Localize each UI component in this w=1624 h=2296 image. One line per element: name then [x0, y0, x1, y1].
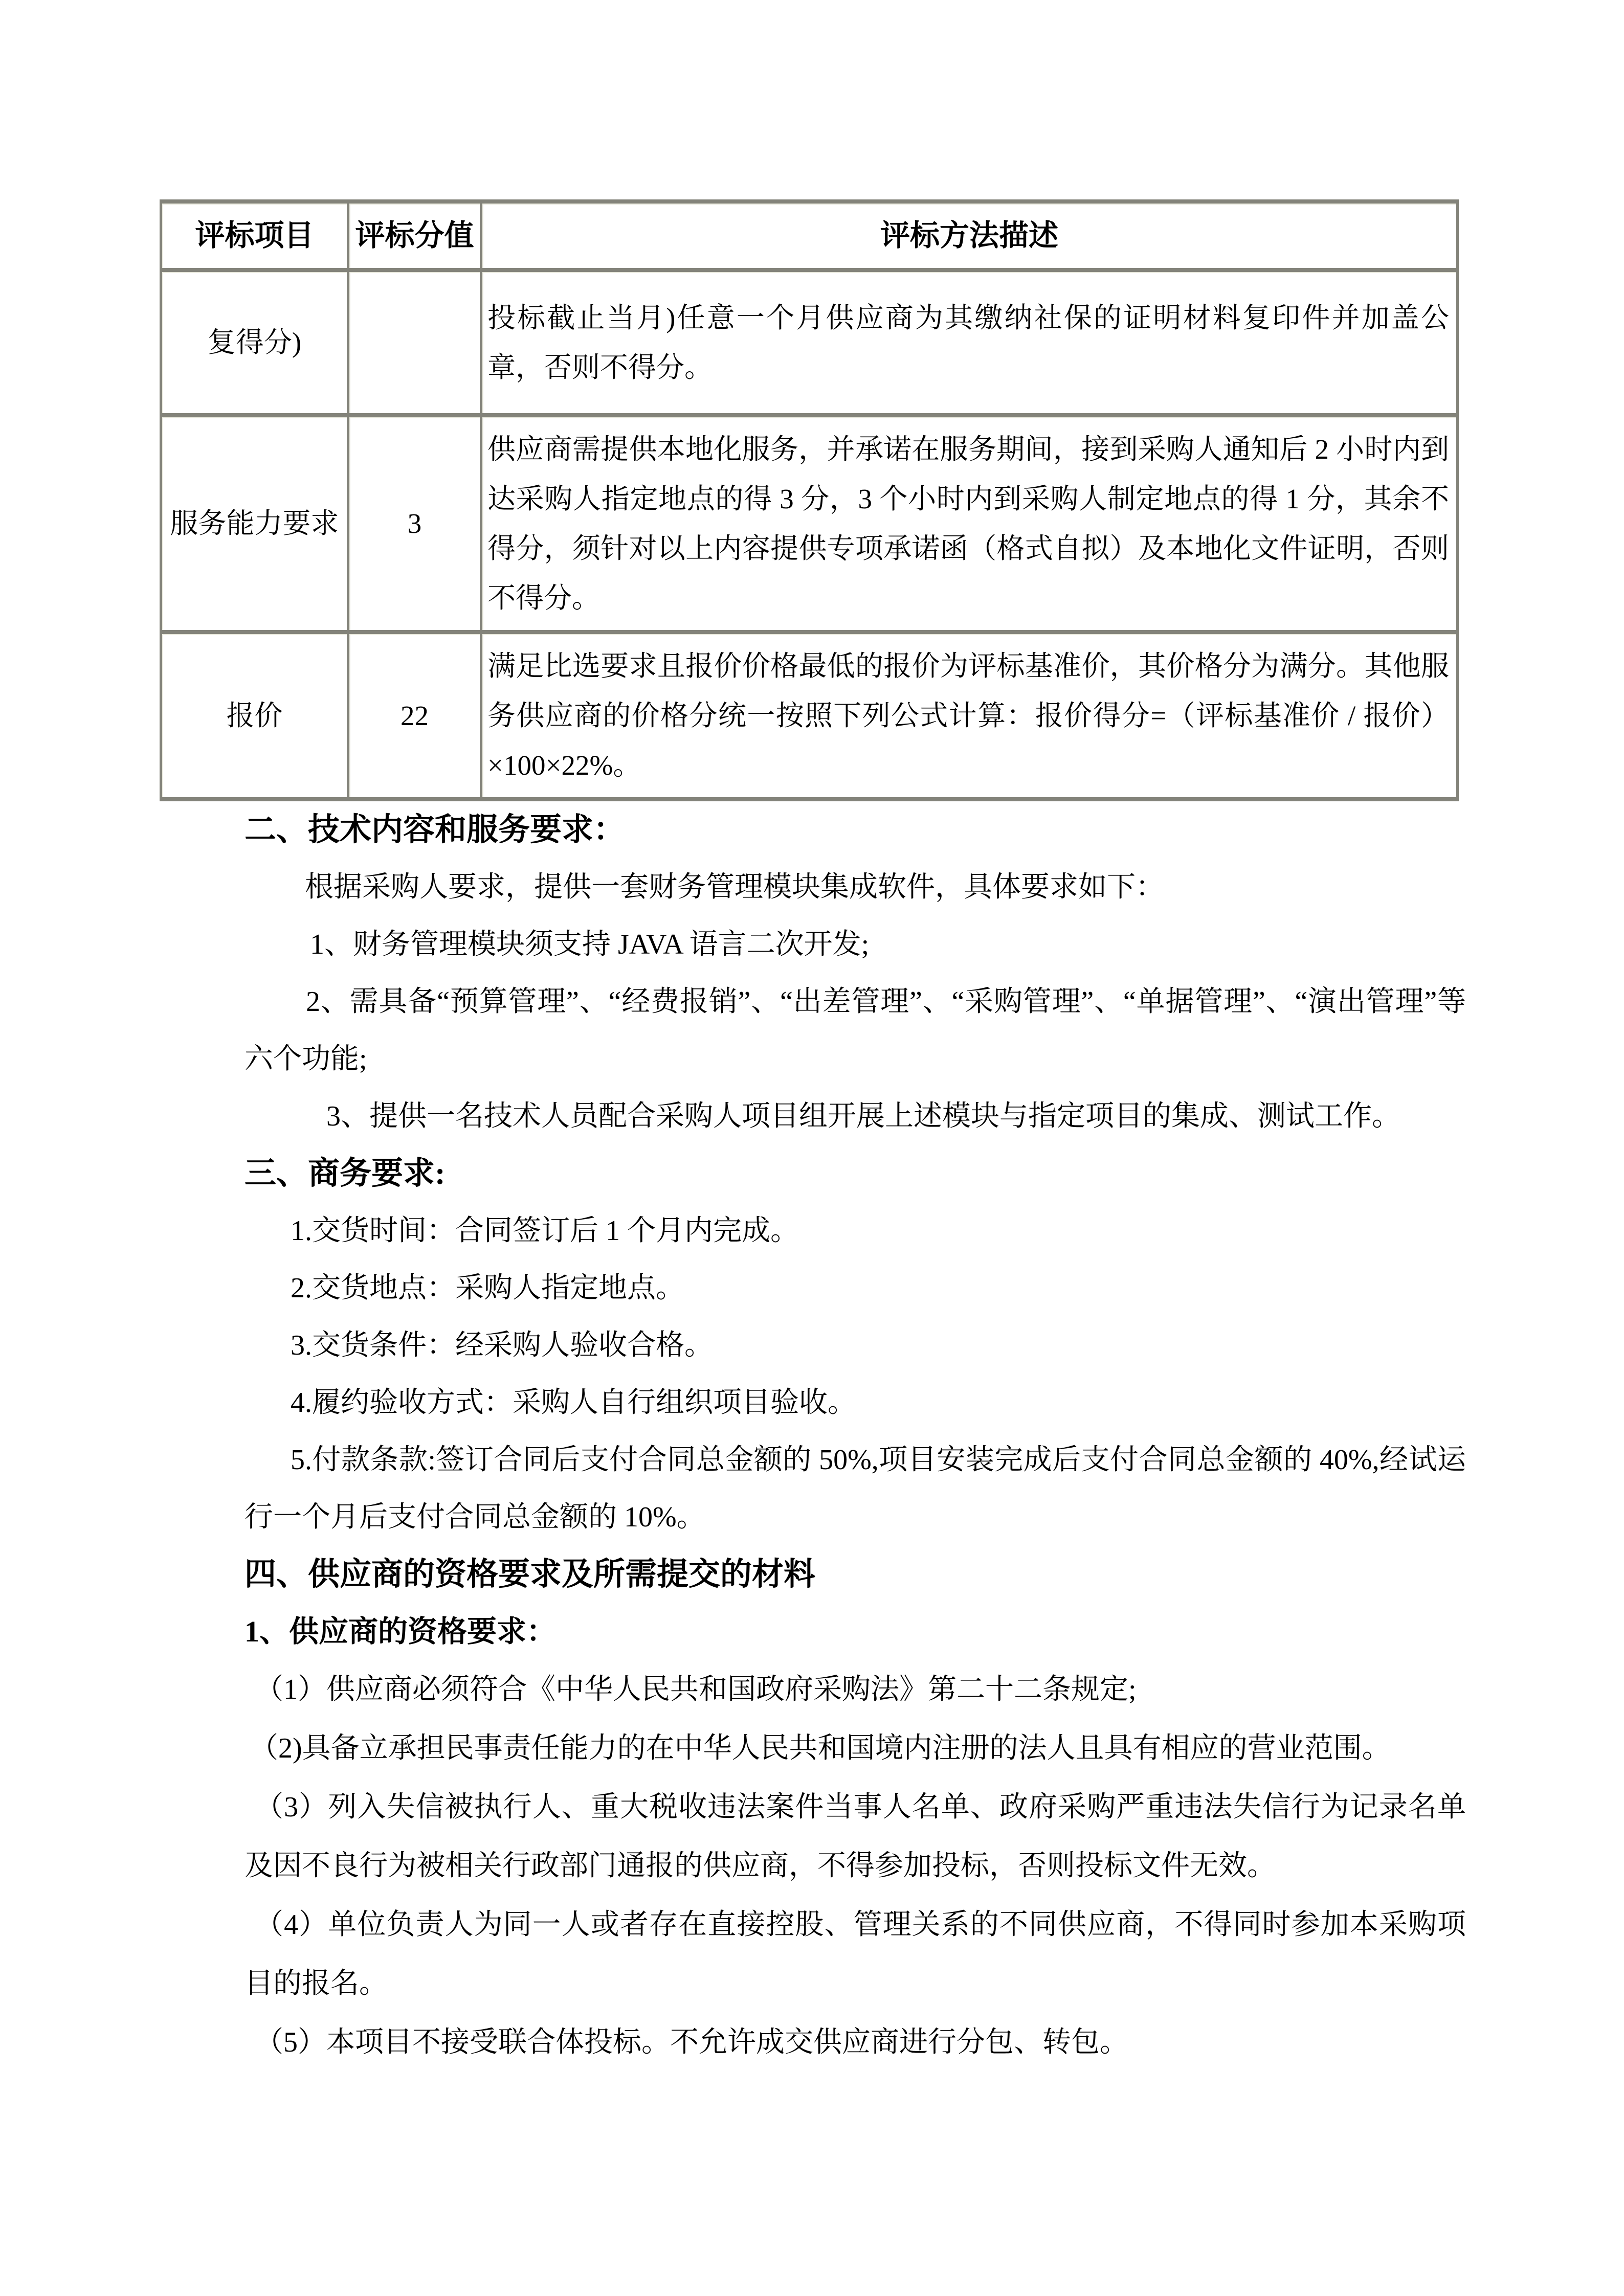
section-heading-commercial: 三、商务要求:: [244, 1156, 446, 1191]
table-row: [161, 632, 1458, 799]
para-delivery-place: 2.交货地点：采购人指定地点。: [291, 1272, 684, 1304]
document-body: [244, 801, 1466, 2072]
para-qualification-3: （3）列入失信被执行人、重大税收违法案件当事人名单、政府采购严重违法失信行为记录名单及因不良行为被相关行政部门通报的供应商，不得参加投标，否则投标文件无效。: [244, 1791, 1466, 1882]
para-acceptance-method: 4.履约验收方式：采购人自行组织项目验收。: [291, 1387, 856, 1419]
para-technical-item-2: 2、需具备“预算管理”、“经费报销”、“出差管理”、“采购管理”、“单据管理”、“演出管理”等六个功能;: [244, 986, 1466, 1075]
row2-score: 3: [348, 415, 481, 632]
para-technical-item-1: 1、财务管理模块须支持 JAVA 语言二次开发;: [310, 929, 870, 960]
row3-score: 22: [348, 632, 481, 799]
table-header-row: [161, 201, 1458, 270]
header-eval-method: 评标方法描述: [481, 201, 1458, 270]
header-eval-item: 评标项目: [161, 201, 348, 270]
row3-item: 报价: [161, 632, 348, 799]
para-qualification-4: （4）单位负责人为同一人或者存在直接控股、管理关系的不同供应商，不得同时参加本采购项目的报名。: [244, 1909, 1466, 1999]
para-qualification-1: （1）供应商必须符合《中华人民共和国政府采购法》第二十二条规定;: [255, 1674, 1137, 1705]
para-technical-item-3: 3、提供一名技术人员配合采购人项目组开展上述模块与指定项目的集成、测试工作。: [326, 1100, 1400, 1132]
para-delivery-time: 1.交货时间：合同签订后 1 个月内完成。: [291, 1215, 799, 1247]
para-qualification-5: （5）本项目不接受联合体投标。不允许成交供应商进行分包、转包。: [255, 2027, 1128, 2058]
row3-desc: 满足比选要求且报价价格最低的报价为评标基准价，其价格分为满分。其他服务供应商的价格分统一按照下列公式计算：报价得分=（评标基准价 / 报价）×100×22%。: [481, 632, 1458, 799]
subheading-supplier-qualification: 1、供应商的资格要求：: [244, 1615, 557, 1648]
row2-item: 服务能力要求: [161, 415, 348, 632]
para-qualification-2: （2)具备立承担民事责任能力的在中华人民共和国境内注册的法人且具有相应的营业范围。: [250, 1732, 1391, 1764]
evaluation-table-wrap: [0, 0, 1624, 801]
table-row: [161, 270, 1458, 415]
section-heading-qualification: 四、供应商的资格要求及所需提交的材料: [244, 1557, 816, 1592]
row2-desc: 供应商需提供本地化服务，并承诺在服务期间，接到采购人通知后 2 小时内到达采购人指定地点的得 3 分，3 个小时内到采购人制定地点的得 1 分，其余不得分，须针对以上内容提供专项承诺函（格式自拟）及本地化文件证明，否则不得分。: [481, 415, 1458, 632]
row1-desc: 投标截止当月)任意一个月供应商为其缴纳社保的证明材料复印件并加盖公章，否则不得分。: [481, 270, 1458, 415]
row1-score: [348, 270, 481, 415]
table-row: [161, 415, 1458, 632]
para-payment-terms: 5.付款条款:签订合同后支付合同总金额的 50%,项目安装完成后支付合同总金额的 40%,经试运行一个月后支付合同总金额的 10%。: [244, 1444, 1466, 1533]
header-eval-score: 评标分值: [348, 201, 481, 270]
evaluation-table: [160, 199, 1459, 801]
para-delivery-condition: 3.交货条件：经采购人验收合格。: [291, 1330, 713, 1361]
section-heading-technical: 二、技术内容和服务要求：: [244, 813, 626, 847]
row1-item: 复得分): [161, 270, 348, 415]
para-technical-intro: 根据采购人要求，提供一套财务管理模块集成软件，具体要求如下：: [305, 871, 1164, 903]
